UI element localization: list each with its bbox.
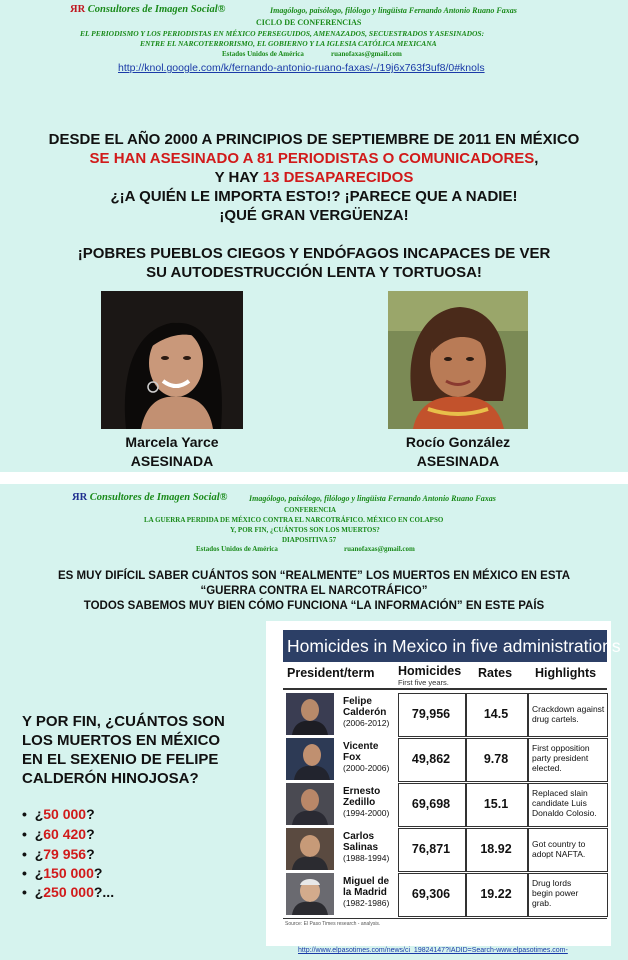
victim-name-rocio: Rocío González <box>405 434 511 450</box>
victim-photo-marcela <box>101 291 243 429</box>
topic-line-1: EL PERIODISMO Y LOS PERIODISTAS EN MÉXICO PERSEGUIDOS, AMENAZADOS, SECUESTRADOS Y ASESINADOS: <box>80 29 485 38</box>
header-rule <box>283 688 607 690</box>
brand-header-2 <box>72 492 227 503</box>
body-line-6: ¡POBRES PUEBLOS CIEGOS Y ENDÓFAGOS INCAPACES DE VER <box>77 245 551 262</box>
col-rates: Rates <box>478 666 513 680</box>
missing-count: 13 DESAPARECIDOS <box>262 169 414 186</box>
president-photo <box>286 738 334 780</box>
highlight-text: Got country to adopt NAFTA. <box>532 839 586 859</box>
brand-name-2: Consultores de Imagen Social® <box>89 492 228 503</box>
intro-line-1: ES MUY DIFÍCIL SABER CUÁNTOS SON “REALMENTE” LOS MUERTOS EN MÉXICO EN ESTA <box>57 570 570 582</box>
topic2-line-1: LA GUERRA PERDIDA DE MÉXICO CONTRA EL NARCOTRÁFICO. MÉXICO EN COLAPSO <box>144 516 444 524</box>
brand-header <box>70 4 225 15</box>
president-photo <box>286 693 334 735</box>
body-line-7: SU AUTODESTRUCCIÓN LENTA Y TORTUOSA! <box>146 264 482 281</box>
question-line: CALDERÓN HINOJOSA? <box>22 770 199 787</box>
homicides-value: 79,956 <box>411 707 451 721</box>
question-line: Y POR FIN, ¿CUÁNTOS SON <box>22 713 225 730</box>
email-label[interactable]: ruanofaxas@gmail.com <box>331 50 402 58</box>
footer-rule <box>283 918 607 919</box>
brand-logo: ЯR <box>70 4 86 15</box>
victim-name-marcela: Marcela Yarce <box>125 434 219 450</box>
col-homicides-sub: First five years. <box>398 678 449 687</box>
rate-value: 18.92 <box>480 842 512 856</box>
highlight-text: Crackdown against drug cartels. <box>532 704 605 724</box>
rate-value: 19.22 <box>480 887 512 901</box>
option-item: • ¿250 000?... <box>22 884 115 900</box>
homicides-value: 69,306 <box>411 887 451 901</box>
highlight-text: First opposition party president elected. <box>532 743 590 773</box>
president-name: Felipe Calderón (2006-2012) <box>343 696 390 728</box>
conference-label: CONFERENCIA <box>284 506 337 514</box>
brand-logo-2: ЯR <box>72 492 88 503</box>
president-name: Miguel de la Madrid (1982-1986) <box>343 876 390 908</box>
col-highlights: Highlights <box>535 666 597 680</box>
col-president: President/term <box>287 666 375 680</box>
rate-value: 15.1 <box>483 797 509 811</box>
president-name: Vicente Fox (2000-2006) <box>343 741 390 773</box>
author-line: Imagólogo, paisólogo, filólogo y lingüista Fernando Antonio Ruano Faxas <box>270 6 517 15</box>
elpasotimes-link[interactable]: http://www.elpasotimes.com/news/ci_19824147?IADID=Search-www.elpasotimes.com- <box>298 947 568 954</box>
president-name: Carlos Salinas (1988-1994) <box>343 831 390 863</box>
body-line-1: DESDE EL AÑO 2000 A PRINCIPIOS DE SEPTIEMBRE DE 2011 EN MÉXICO <box>48 131 580 148</box>
president-name: Ernesto Zedillo (1994-2000) <box>343 786 390 818</box>
victim-photo-rocio <box>388 291 528 429</box>
rate-value: 9.78 <box>483 752 509 766</box>
option-item: • ¿79 956? <box>22 846 95 862</box>
victim-status-marcela: ASESINADA <box>130 453 214 469</box>
intro-line-2: “GUERRA CONTRA EL NARCOTRÁFICO” <box>200 585 428 597</box>
question-block <box>22 712 225 788</box>
homicides-value: 49,862 <box>411 752 451 766</box>
slide-1 <box>0 0 628 472</box>
option-item: • ¿50 000? <box>22 806 95 822</box>
topic2-line-2: Y, POR FIN, ¿CUÁNTOS SON LOS MUERTOS? <box>230 526 380 534</box>
knol-link[interactable]: http://knol.google.com/k/fernando-antonio-ruano-faxas/-/19j6x763f3uf8/0#knols <box>118 62 485 74</box>
topic-line-2: ENTRE EL NARCOTERRORISMO, EL GOBIERNO Y LA IGLESIA CATÓLICA MEXICANA <box>140 39 437 48</box>
col-homicides: Homicides <box>398 664 462 678</box>
highlight-text: Replaced slain candidate Luis Donaldo Colosio. <box>532 788 597 818</box>
president-photo <box>286 828 334 870</box>
email-label-2[interactable]: ruanofaxas@gmail.com <box>344 545 415 553</box>
table-title: Homicides in Mexico in five administrations <box>283 630 607 662</box>
body-line-3: Y HAY 13 DESAPARECIDOS <box>214 169 414 186</box>
rate-value: 14.5 <box>483 707 509 721</box>
country-label-2: Estados Unidos de América <box>196 545 278 553</box>
body-line-4: ¿¡A QUIÉN LE IMPORTA ESTO!? ¡PARECE QUE A NADIE! <box>110 188 518 205</box>
option-item: • ¿60 420? <box>22 826 95 842</box>
brand-name: Consultores de Imagen Social® <box>87 4 226 15</box>
victim-status-rocio: ASESINADA <box>416 453 500 469</box>
author-line-2: Imagólogo, paisólogo, filólogo y lingüista Fernando Antonio Ruano Faxas <box>249 494 496 503</box>
intro-line-3: TODOS SABEMOS MUY BIEN CÓMO FUNCIONA “LA INFORMACIÓN” EN ESTE PAÍS <box>83 600 545 612</box>
highlight-text: Drug lords begin power grab. <box>532 878 579 908</box>
slide-number: DIAPOSITIVA 57 <box>282 536 337 544</box>
country-label: Estados Unidos de América <box>222 50 304 58</box>
question-line: EN EL SEXENIO DE FELIPE <box>22 751 219 768</box>
president-photo <box>286 873 334 915</box>
president-photo <box>286 783 334 825</box>
killed-count: SE HAN ASESINADO A 81 PERIODISTAS O COMUNICADORES <box>89 150 535 167</box>
homicides-value: 69,698 <box>411 797 451 811</box>
body-line-2: SE HAN ASESINADO A 81 PERIODISTAS O COMUNICADORES, <box>89 150 539 167</box>
option-item: • ¿150 000? <box>22 865 103 881</box>
table-source: Source: El Paso Times research - analysis. <box>285 921 381 927</box>
cycle-label: CICLO DE CONFERENCIAS <box>256 18 362 27</box>
body-line-5: ¡QUÉ GRAN VERGÜENZA! <box>219 207 409 224</box>
question-line: LOS MUERTOS EN MÉXICO <box>22 732 221 749</box>
homicides-value: 76,871 <box>411 842 451 856</box>
